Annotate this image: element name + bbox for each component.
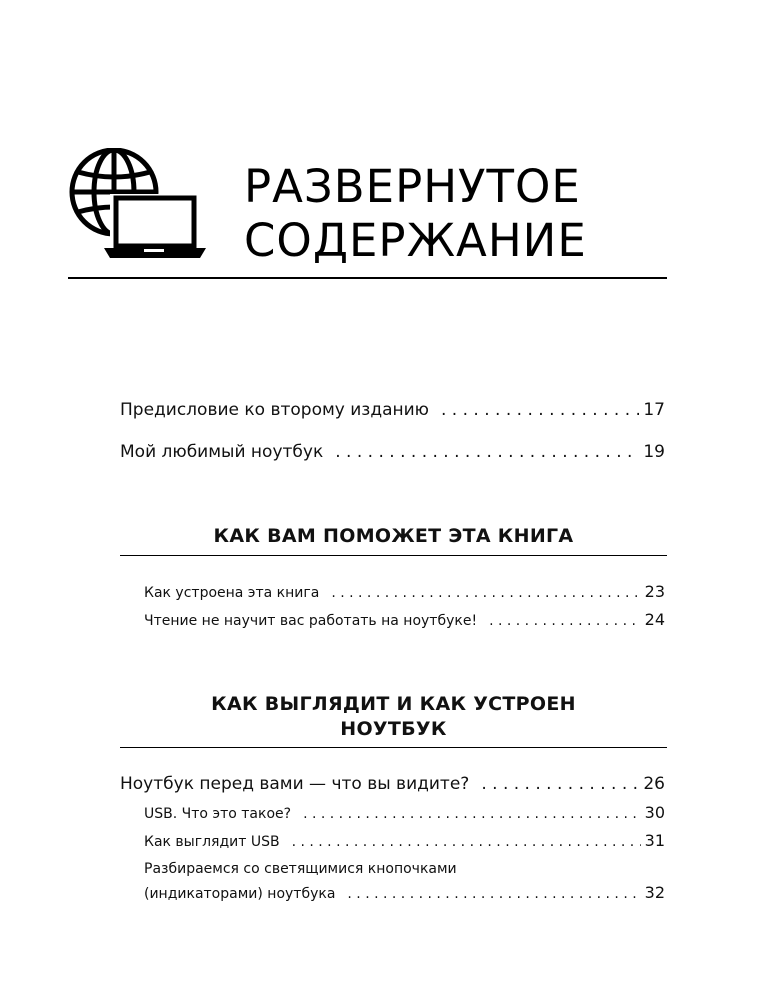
toc-page-number: 26 [643, 774, 665, 794]
section-heading-line-1: КАК ВЫГЛЯДИТ И КАК УСТРОЕН [211, 693, 576, 715]
toc-page-number: 19 [643, 442, 665, 462]
toc-page-number: 24 [644, 610, 665, 629]
toc-entry-label: Как выглядит USB [144, 834, 280, 850]
page-title-line-1: РАЗВЕРНУТОЕ [244, 160, 581, 213]
toc-entry-label: Как устроена эта книга [144, 585, 320, 601]
toc-entry-label: (индикаторами) ноутбука [144, 886, 336, 902]
toc-entry[interactable] [144, 831, 665, 850]
header-divider [68, 277, 667, 279]
section-heading-text: КАК ВАМ ПОМОЖЕТ ЭТА КНИГА [213, 525, 574, 547]
toc-page-number: 31 [644, 831, 665, 850]
section-divider [120, 747, 667, 748]
dot-leader [331, 585, 640, 601]
toc-entry-label: Ноутбук перед вами — что вы видите? [120, 774, 470, 794]
toc-entry-label: Чтение не научит вас работать на ноутбуке! [144, 613, 478, 629]
toc-entry-label: Мой любимый ноутбук [120, 442, 324, 462]
dot-leader [303, 806, 641, 822]
toc-entry-label: Предисловие ко второму изданию [120, 400, 429, 420]
toc-page-number: 23 [644, 582, 665, 601]
toc-page-number: 32 [644, 883, 665, 902]
dot-leader [489, 613, 641, 629]
toc-entry[interactable] [144, 582, 665, 601]
page-title-line-2: СОДЕРЖАНИЕ [244, 214, 587, 267]
toc-entry[interactable] [120, 774, 665, 794]
dot-leader [292, 834, 641, 850]
toc-entry[interactable] [144, 883, 665, 902]
toc-entry-preface[interactable] [120, 400, 665, 420]
dot-leader [347, 886, 640, 902]
dot-leader [481, 774, 639, 794]
globe-laptop-icon [66, 148, 206, 262]
section-divider [120, 555, 667, 556]
section-heading [120, 692, 667, 742]
dot-leader [441, 400, 639, 420]
toc-entry-label-line-1: Разбираемся со светящимися кнопочками [144, 861, 457, 877]
toc-entry[interactable] [144, 803, 665, 822]
toc-entry[interactable] [144, 610, 665, 629]
dot-leader [335, 442, 639, 462]
toc-page-number: 30 [644, 803, 665, 822]
toc-entry-label: USB. Что это такое? [144, 806, 292, 822]
toc-page-number: 17 [643, 400, 665, 420]
page-title [244, 160, 587, 268]
toc-entry-favorite-laptop[interactable] [120, 442, 665, 462]
section-heading [120, 524, 667, 549]
section-heading-line-2: НОУТБУК [340, 718, 447, 740]
